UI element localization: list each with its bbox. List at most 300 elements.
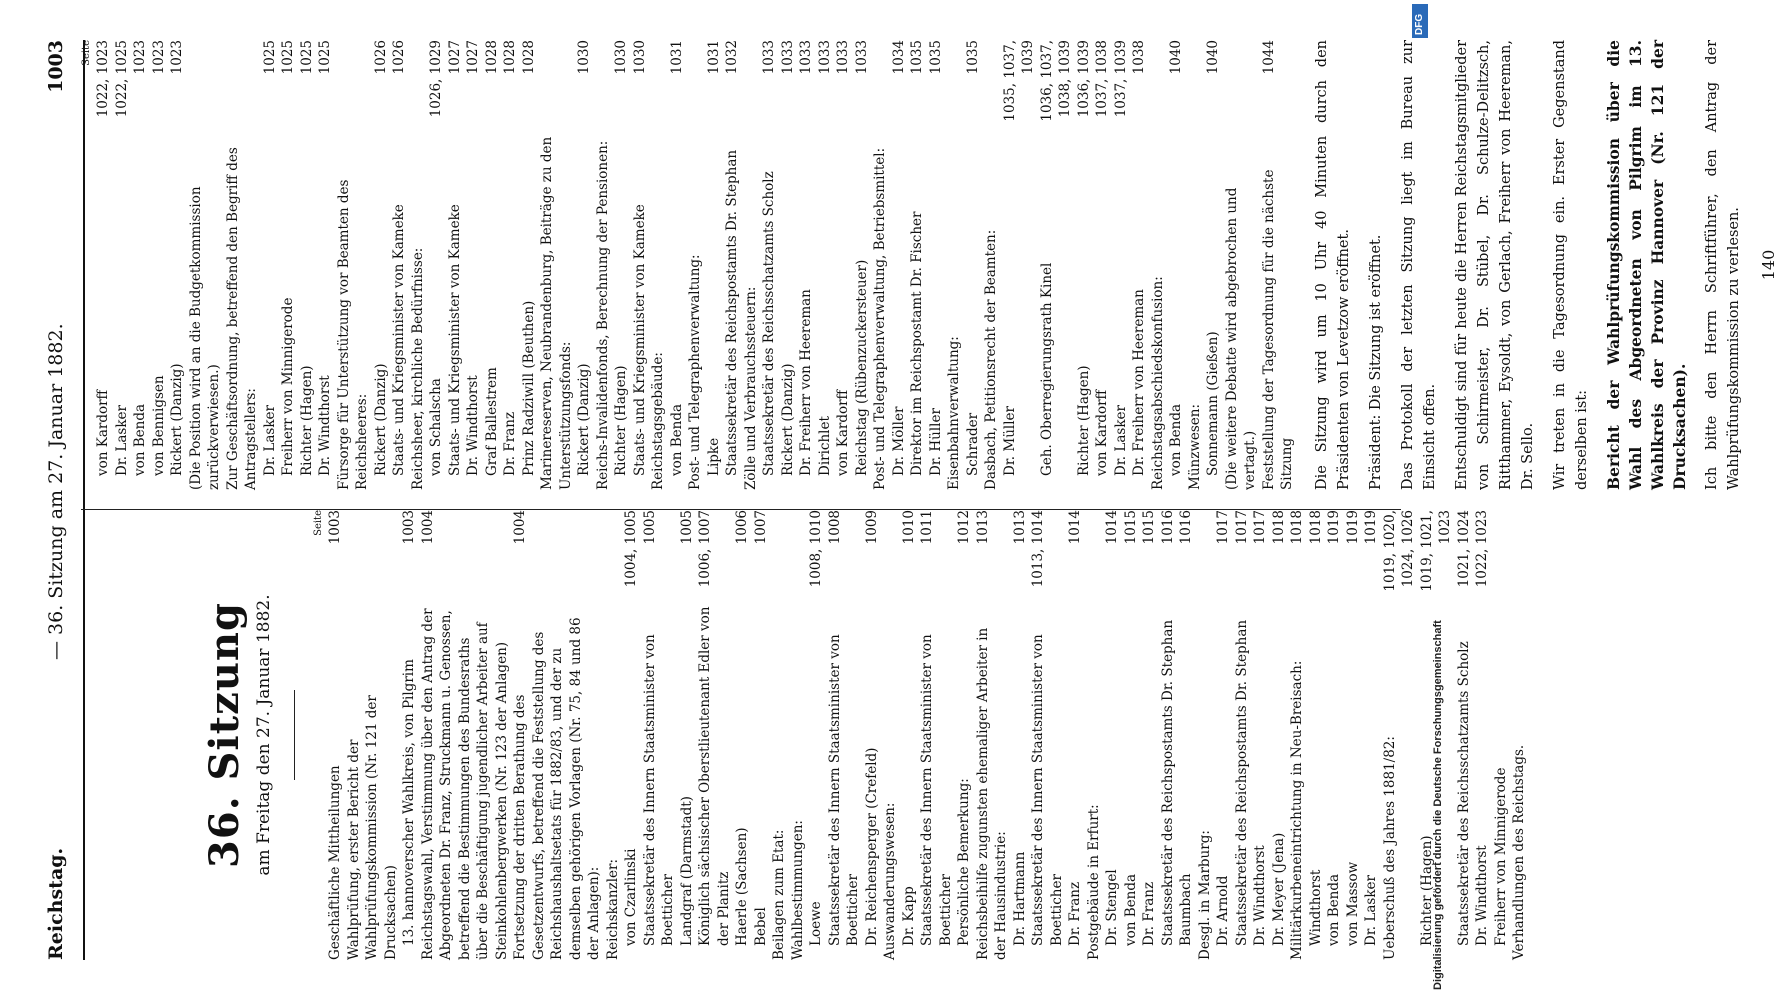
seite-label-right: Seite [81,40,92,66]
toc-entry [918,510,955,960]
toc-entry-page [789,510,808,606]
toc-entry [150,40,169,490]
header-left: Reichstag. [45,847,67,960]
toc-entry-text: Feststellung der Tagesordnung für die nächste Sitzung [1260,169,1295,490]
session-date: am Freitag den 27. Januar 1882. [254,594,274,876]
toc-entry-text: Fortsetzung der dritten Berathung des Gesetzentwurfs, betreffend die Feststellung des Reichshaushaltsetats für 1882/83, und der zu demselben gehörigen Vorlagen (Nr. 75, 84 und 86 der Anlagen): [512,617,602,960]
body-paragraph: Ich bitte den Herrn Schriftführer, den Antrag der Wahlprüfungskommission zu verlesen. [1703,40,1742,490]
header-page-number: 1003 [45,40,67,93]
toc-entry-page: 1015 [1141,510,1157,545]
toc-entry [900,510,919,960]
toc-entry-page [409,40,428,136]
toc-entry-page [224,40,261,136]
right-toc [94,40,1297,490]
toc-entry [1307,510,1326,960]
toc-entry-text: Windthorst [1307,869,1324,946]
toc-entry-text: Staats- und Kriegsminister von Kameke [391,204,407,476]
body-paragraph: Bericht der Wahlprüfungskommission über die Wahl des Abgeordneten von Pilgrim im 13. Wahlkreis der Provinz Hannover (Nr. 121 der Drucksachen). [1603,40,1689,490]
toc-entry-text: Eisenbahnverwaltung: [946,336,962,490]
toc-entry [1001,40,1038,490]
running-head [39,20,77,980]
toc-entry-page [538,40,575,136]
toc-entry [678,510,697,960]
toc-entry [649,40,668,490]
toc-entry-page: 1018 [1289,510,1305,545]
toc-entry-text: Münzwesen: [1186,403,1203,490]
toc-entry-page: 1022, 1023 [1474,510,1490,588]
toc-entry [316,40,335,490]
toc-entry-text: von Bennigsen [150,375,167,476]
toc-entry-page [1223,40,1260,136]
toc-entry-page: 1044 [1260,40,1277,75]
toc-entry-page: 1003 [327,510,343,545]
title-rule [294,690,295,780]
toc-entry [705,40,724,490]
toc-entry-page: 1028 [520,40,537,75]
toc-entry-page: 1023 [132,40,148,75]
right-column [81,40,1778,490]
toc-entry [279,40,298,490]
body-paragraph: Entschuldigt sind für heute die Herren Reichstagsmitglieder von Schirmeister, Dr. Stübel, Dr. Schulze-Delitzsch, Ritthammer, Eysoldt, von Gerlach, Freiherr von Heereman, Dr. Sello. [1453,40,1536,490]
toc-entry-page: 1004, 1005 [623,510,639,588]
toc-entry-page [945,40,964,136]
toc-entry-text: Dr. Kapp [900,886,917,946]
toc-entry [1122,510,1141,960]
toc-entry-text: von Czarlinski [623,848,639,946]
toc-entry-text: Ueberschuß des Jahres 1881/82: [1381,736,1398,960]
toc-entry-text: Reichstagsgebäude: [650,352,666,490]
toc-entry [1492,510,1511,960]
toc-entry-page: 1025 [261,40,278,75]
body-paragraph: Wir treten in die Tagesordnung ein. Erster Gegenstand derselben ist: [1551,40,1590,490]
toc-entry-text: Dr. Franz [502,411,518,476]
toc-entry-text: Dr. Lasker [1112,405,1129,476]
toc-entry-page: 1012 [956,510,972,545]
toc-entry-page: 1017 [1252,510,1268,545]
toc-entry-text: von Kardorff [835,389,851,476]
toc-entry [511,510,604,960]
toc-entry-page: 1014 [1104,510,1120,545]
toc-entry-page [770,510,789,606]
toc-entry-page: 1013 [1011,510,1028,545]
toc-entry [622,510,641,960]
toc-entry [464,40,483,490]
toc-entry-text: Marinereserven, Neubrandenburg, Beiträge zu den Unterstützungsfonds: [539,136,574,490]
toc-entry [335,40,372,490]
toc-entry [1159,510,1178,960]
toc-entry-page: 1026 [372,40,389,75]
toc-entry-page: 1030 [613,40,629,75]
toc-entry-page [1186,40,1205,136]
toc-entry-text: (Die Position wird an die Budgetkommission zurückverwiesen.) [187,186,222,490]
toc-entry-page [1196,510,1215,606]
toc-entry-page: 1028 [483,40,500,75]
toc-entry [1167,40,1186,490]
toc-entry-page: 1019, 1021, 1023 [1418,510,1453,592]
toc-entry-page: 1036, 1037, 1038, 1039 [1038,40,1073,122]
toc-entry-page: 1022, 1023 [95,40,111,118]
toc-entry [1085,510,1104,960]
toc-entry-text: Reichsbeihilfe zugunsten ehemaliger Arbeiter in der Hausindustrie: [974,627,1009,960]
toc-entry [612,40,631,490]
toc-entry-text: von Massow [1344,861,1361,946]
toc-entry [696,510,733,960]
toc-entry-text: Prinz Radziwill (Beuthen) [520,300,537,476]
toc-entry-text: Fürsorge für Unterstützung vor Beamten des Reichsheeres: [335,179,370,490]
toc-entry-page: 1016 [1178,510,1194,545]
toc-entry-page: 1006 [734,510,750,545]
toc-entry [863,510,882,960]
toc-entry-page: 1004 [512,510,528,545]
toc-entry-text: Staatssekretär des Reichspostamts Dr. Stephan [1159,619,1176,946]
toc-entry-text: 13. hannoverscher Wahlkreis, von Pilgrim [401,659,417,946]
toc-entry-text: Staatssekretär des Innern Staatsminister von Boetticher [641,634,676,946]
toc-entry-page: 1026 [391,40,407,75]
toc-entry [1038,40,1075,490]
toc-entry [187,40,224,490]
toc-entry [641,510,678,960]
toc-entry [224,40,261,490]
toc-entry-page [1149,40,1168,136]
toc-entry-text: Staatssekretär des Reichsschatzamts Scholz [1455,641,1472,946]
toc-entry-text: von Benda [668,403,685,476]
toc-entry [427,40,446,490]
toc-entry-text: Staatssekretär des Reichspostamts Dr. Stephan [1233,619,1250,946]
toc-entry-page [345,510,401,606]
toc-entry [1362,510,1381,960]
toc-entry-page: 1019 [1326,510,1342,545]
toc-entry-text: Dr. Windthorst [465,375,481,476]
toc-entry-text: Dr. Windthorst [1474,845,1490,946]
toc-entry-text: Geh. Oberregierungsrath Kinel [1038,262,1055,476]
toc-entry-page: 1021, 1024 [1455,510,1472,588]
toc-entry [945,40,964,490]
toc-entry-text: Reichskanzler: [604,859,621,960]
toc-entry-page: 1033 [835,40,851,75]
toc-entry [1196,510,1215,960]
toc-entry-text: Dr. Arnold [1215,875,1231,946]
toc-entry-text: Rickert (Danzig) [576,363,592,476]
toc-entry [964,40,983,490]
toc-entry [1270,510,1289,960]
toc-entry-text: Wahlprüfung, erster Bericht der Wahlprüfungskommission (Nr. 121 der Drucksachen) [345,695,399,960]
toc-entry-text: Beilagen zum Etat: [771,829,787,960]
toc-entry-page: 1035 [964,40,981,75]
toc-entry-text: Staatssekretär des Innern Staatsminister von Boetticher [826,634,861,946]
toc-entry-page: 1004 [419,510,436,545]
toc-entry-page: 1035, 1037, 1039 [1001,40,1036,122]
toc-entry-page: 1030 [576,40,592,75]
column-divider [81,509,1401,510]
toc-entry [1177,510,1196,960]
toc-entry-page: 1027 [446,40,463,75]
toc-entry-text: Reichsheer, kirchliche Bedürfnisse: [409,247,426,490]
toc-entry [733,510,752,960]
toc-entry-text: von Benda [1326,873,1342,946]
toc-entry [1112,40,1131,490]
toc-entry-text: Post- und Telegraphenverwaltung: [687,254,703,490]
signature-number: 140 [1758,249,1778,281]
toc-entry-text: Richter (Hagen) [1075,365,1092,476]
toc-entry-page [742,40,761,136]
toc-entry-page: 1035 [927,40,944,75]
toc-entry-text: Staats- und Kriegsminister von Kameke [631,204,648,476]
toc-entry-text: Postgebäude in Erfurt: [1085,804,1102,960]
toc-entry-page: 1013, 1014 [1030,510,1046,588]
toc-entry [826,510,863,960]
toc-entry-page [335,40,372,136]
toc-entry [261,40,280,490]
toc-entry [372,40,391,490]
toc-entry-page: 1035 [909,40,925,75]
toc-entry [1251,510,1270,960]
toc-entry-text: Lipke [705,437,722,476]
toc-entry-page: 1033 [761,40,777,75]
toc-entry-text: Bebel [752,907,769,946]
toc-entry [853,40,872,490]
toc-entry [1223,40,1260,490]
toc-entry-text: Staatssekretär des Innern Staatsminister von Boetticher [1030,634,1065,946]
toc-entry-text: Zur Geschäftsordnung, betreffend den Begriff des Antragstellers: [224,147,259,490]
toc-entry [908,40,927,490]
toc-entry [345,510,401,960]
toc-entry-page: 1006, 1007 [697,510,713,588]
toc-entry-page: 1038 [1131,40,1147,75]
toc-entry-page: 1010 [900,510,917,545]
toc-entry [770,510,789,960]
toc-entry [955,510,974,960]
toc-entry-page: 1016 [1159,510,1176,545]
toc-entry-page: 1005 [641,510,658,545]
toc-entry [871,40,890,490]
toc-entry-text: Richter (Hagen) [613,365,629,476]
toc-entry-page: 1040 [1205,40,1221,75]
toc-entry [797,40,816,490]
toc-entry-text: Landgraf (Darmstadt) [678,796,695,946]
toc-entry [1103,510,1122,960]
toc-entry-text: von Schalscha [428,378,444,476]
session-body [1311,40,1745,490]
toc-entry [927,40,946,490]
toc-entry-page: 1025 [317,40,333,75]
toc-entry-text: Loewe [808,901,824,946]
toc-entry-text: Wahlbestimmungen: [789,820,806,960]
toc-entry [501,40,520,490]
toc-entry-text: Dr. Hüller [927,408,944,476]
toc-entry-text: Dr. Freiherr von Heereman [1131,289,1147,476]
toc-entry [446,40,465,490]
toc-entry [1066,510,1085,960]
toc-entry-text: Dirichlet [816,416,833,476]
toc-entry [881,510,900,960]
toc-entry [760,40,779,490]
toc-entry-text: von Kardorff [1094,389,1110,476]
toc-entry-page [982,40,1001,136]
toc-entry [974,510,1011,960]
toc-entry-text: Staatssekretär des Reichspostamts Dr. Stephan [724,149,740,476]
toc-entry-text: Dr. Lasker [113,405,130,476]
toc-entry [1075,40,1094,490]
toc-entry [575,40,594,490]
toc-entry-page [649,40,668,136]
toc-entry-text: Dasbach, Petitionsrecht der Beamten: [983,229,999,490]
toc-entry-text: Königlich sächsischer Oberstlieutenant Edler von der Planitz [697,606,732,946]
toc-entry [131,40,150,490]
toc-entry-text: von Kardorff [95,389,111,476]
toc-entry-text: Rickert (Danzig) [169,363,185,476]
toc-entry [752,510,771,960]
left-toc [326,510,1529,960]
toc-entry [1344,510,1363,960]
toc-entry [631,40,650,490]
credit-text: Digitalisierung gefördert durch die Deutsche Forschungsgemeinschaft [1432,620,1444,990]
toc-entry-page: 1028 [502,40,518,75]
toc-entry-page: 1025 [298,40,315,75]
toc-entry-text: Rickert (Danzig) [779,363,796,476]
toc-entry [594,40,613,490]
toc-entry-page: 1027 [465,40,481,75]
toc-entry-page [881,510,900,606]
toc-entry [298,40,317,490]
toc-entry [1455,510,1474,960]
toc-entry [1473,510,1492,960]
toc-entry-page [1085,510,1104,606]
toc-entry-page: 1008 [826,510,843,545]
toc-entry-page [187,40,224,136]
toc-entry [483,40,502,490]
toc-entry-page: 1009 [863,510,880,545]
toc-entry-text: Schrader [964,412,981,476]
toc-entry-text: Sonnemann (Gießen) [1205,331,1221,476]
toc-entry [742,40,761,490]
toc-entry-text: Dr. Franz [1141,881,1157,946]
toc-entry [419,510,512,960]
toc-entry [520,40,539,490]
toc-entry-page: 1019, 1020, 1024, 1026 [1381,510,1416,592]
toc-entry [1510,510,1529,960]
toc-entry-text: Freiherr von Minnigerode [1492,767,1509,946]
toc-entry-page: 1034 [890,40,907,75]
toc-entry-page [1510,510,1529,606]
toc-entry-page: 1011 [919,510,935,545]
toc-entry-page: 1040 [1168,40,1184,75]
toc-entry-text: Dr. Stengel [1104,869,1120,946]
toc-entry-page: 1036, 1039 [1075,40,1092,118]
toc-entry-text: von Benda [1168,403,1184,476]
toc-entry-text: Reichstag (Rübenzuckersteuer) [853,259,870,476]
toc-entry-text: Dr. Müller [1001,406,1018,476]
toc-entry [1260,40,1297,490]
toc-entry-page: 1019 [1363,510,1379,545]
toc-entry [686,40,705,490]
toc-entry [1029,510,1066,960]
toc-entry [668,40,687,490]
toc-entry [409,40,428,490]
toc-entry-text: Desgl. in Marburg: [1196,830,1213,960]
toc-entry-text: Richter (Hagen) [298,365,315,476]
toc-entry-text: Staatssekretär des Reichsschatzamts Scholz [761,171,777,476]
toc-entry-text: Rickert (Danzig) [372,363,389,476]
toc-entry [807,510,826,960]
toc-entry-text: Dr. Windthorst [317,375,333,476]
toc-entry [94,40,113,490]
toc-entry-text: Staatssekretär des Innern Staatsminister von Boetticher [919,634,954,946]
toc-entry [982,40,1001,490]
toc-entry [1204,40,1223,490]
toc-entry [168,40,187,490]
toc-entry [1325,510,1344,960]
toc-entry-page [871,40,890,136]
toc-entry-page: 1037, 1039 [1112,40,1129,118]
dfg-logo-text: DFG [1414,13,1425,35]
toc-entry [1130,40,1149,490]
toc-entry-text: Reichs-Invalidenfonds, Berechnung der Pensionen: [594,140,611,490]
body-paragraph: Das Protokoll der letzten Sitzung liegt im Bureau zur Einsicht offen. [1399,40,1438,490]
toc-entry-text: Dr. Lasker [261,405,278,476]
toc-entry-page: 1033 [798,40,814,75]
toc-entry [816,40,835,490]
toc-entry-page: 1008, 1010 [808,510,824,588]
toc-entry [1233,510,1252,960]
toc-entry-page: 1005 [678,510,695,545]
toc-entry [390,40,409,490]
toc-entry-page: 1017 [1233,510,1250,545]
toc-entry-text: Reichstagsabschiedskonfusion: [1149,276,1166,490]
toc-entry-text: von Benda [132,403,148,476]
toc-entry [1093,40,1112,490]
toc-entry-text: Dr. Möller [890,406,907,476]
toc-entry-text: Zölle und Verbrauchssteuern: [742,286,759,490]
toc-entry-text: Auswanderungswesen: [882,802,898,960]
toc-entry-text: Graf Ballestrem [483,367,500,476]
toc-entry-text: Geschäftliche Mittheilungen [327,765,343,960]
toc-entry [834,40,853,490]
toc-entry-text: Dr. Freiherr von Heereman [798,289,814,476]
toc-entry-page: 1014 [1067,510,1083,545]
toc-entry-page: 1032 [724,40,740,75]
toc-entry [1149,40,1168,490]
toc-entry-page: 1007 [752,510,769,545]
toc-entry-page: 1003 [401,510,417,545]
toc-entry-text: (Die weitere Debatte wird abgebrochen und vertagt.) [1223,187,1258,490]
body-paragraph: Präsident: Die Sitzung ist eröffnet. [1367,234,1384,490]
toc-entry-page [686,40,705,136]
toc-entry-page [1492,510,1511,606]
toc-entry-page: 1030 [631,40,648,75]
toc-entry [1011,510,1030,960]
toc-entry-page: 1019 [1344,510,1361,545]
toc-entry-page: 1033 [853,40,870,75]
toc-entry [779,40,798,490]
body-paragraph: Die Sitzung wird um 10 Uhr 40 Minuten durch den Präsidenten von Levetzow eröffnet. [1313,40,1352,490]
toc-entry-text: Staats- und Kriegsminister von Kameke [446,204,463,476]
toc-entry-page: 1022, 1025 [113,40,130,118]
toc-entry-text: Dr. Meyer (Jena) [1270,832,1287,946]
toc-entry-page: 1033 [779,40,796,75]
toc-entry-text: Militärkurbeneintrichtung in Neu-Breisach: [1289,660,1305,960]
toc-entry-text: Reichstagswahl, Verstimmung über den Antrag der Abgeordneten Dr. Franz, Struckmann u. Genossen, betreffend die Bestimmungen des Bundesraths über die Beschäftigung jugendlicher Arbeiter auf Steinkohlenbergwerken (Nr. 123 der Anlagen) [419,608,510,960]
toc-entry-text: Persönliche Bemerkung: [956,778,972,946]
toc-entry [723,40,742,490]
toc-entry-text: Haerle (Sachsen) [734,827,750,946]
toc-entry-text: Direktor im Reichspostamt Dr. Fischer [909,211,925,476]
toc-entry-page: 1018 [1270,510,1287,545]
toc-entry-page: 1037, 1038 [1094,40,1110,118]
toc-entry-text: Dr. Windthorst [1252,845,1268,946]
toc-entry-page: 1018 [1307,510,1324,545]
toc-entry [400,510,419,960]
toc-entry [1214,510,1233,960]
